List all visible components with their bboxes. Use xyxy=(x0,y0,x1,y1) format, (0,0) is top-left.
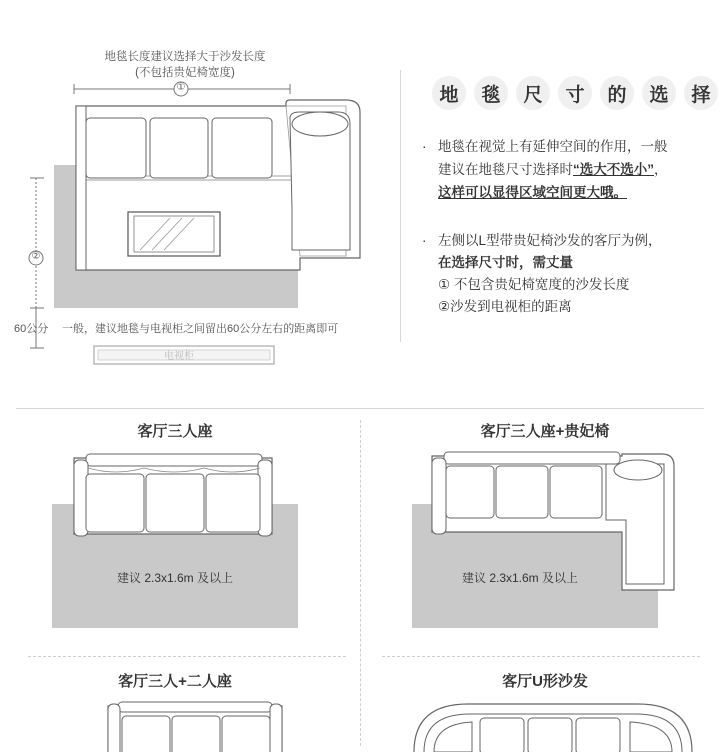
bullet1-line2: 建议在地毯尺寸选择时“选大不选小”， xyxy=(438,162,668,177)
sofa-right-arm xyxy=(270,704,282,752)
marker2: ② xyxy=(31,251,41,262)
sofa-cushion-1 xyxy=(86,118,146,178)
heading-char: 选 xyxy=(642,76,676,110)
sofa-cushion-3 xyxy=(206,474,260,532)
bullet1-line3: 这样可以显得区域空间更大哦。 xyxy=(438,185,627,200)
sofa-cushion-2 xyxy=(150,118,208,178)
sofa-cushion-3 xyxy=(222,716,270,752)
section-title-three-plus-two: 客厅三人+二人座 xyxy=(118,673,232,690)
sofa-cushion-1 xyxy=(122,716,170,752)
sofa-back xyxy=(86,454,262,466)
chaise-pillow xyxy=(292,112,348,136)
bullet-dot-2: · xyxy=(422,233,427,248)
sofa-cushion-3 xyxy=(550,466,602,518)
heading-char: 寸 xyxy=(558,76,592,110)
three-plus-two-sofa-diagram xyxy=(96,696,296,752)
heading-char: 的 xyxy=(600,76,634,110)
sofa-cushion-2 xyxy=(496,466,548,518)
bullet2-line3: ① 不包含贵妃椅宽度的沙发长度 xyxy=(438,277,630,292)
length-note-line2: (不包括贵妃椅宽度) xyxy=(135,67,235,79)
sofa-back xyxy=(118,702,272,712)
sofa-left-arm xyxy=(432,458,446,534)
u-shape-sofa-diagram xyxy=(408,692,698,752)
section-title-u-sofa: 客厅U形沙发 xyxy=(502,673,588,690)
distance-note: 一般，建议地毯与电视柜之间留出60公分左右的距离即可 xyxy=(62,323,339,335)
bullet2-line1: 左侧以L型带贵妃椅沙发的客厅为例， xyxy=(438,233,662,248)
distance-label: 60公分 xyxy=(14,323,49,335)
bullet2-line4: ②沙发到电视柜的距离 xyxy=(438,299,572,314)
u-sofa-cushion-1 xyxy=(480,718,524,752)
bullet-dot-1: · xyxy=(422,139,427,154)
section-title-three-seat-chaise: 客厅三人座+贵妃椅 xyxy=(480,423,610,440)
sofa-cushion-3 xyxy=(212,118,272,178)
vertical-divider xyxy=(400,70,401,342)
rug-size-label-three-seat: 建议 2.3x1.6m 及以上 xyxy=(116,571,234,585)
emphasis-text: “选大不选小” xyxy=(573,162,654,177)
heading-char: 择 xyxy=(684,76,718,110)
u-sofa-cushion-2 xyxy=(528,718,572,752)
sofa-cushion-2 xyxy=(172,716,220,752)
heading-char: 尺 xyxy=(516,76,550,110)
chaise-pillow xyxy=(614,460,662,480)
sofa-cushion-1 xyxy=(86,474,144,532)
section-title-three-seat: 客厅三人座 xyxy=(137,423,213,440)
bullet1-line1: 地毯在视觉上有延伸空间的作用，一般 xyxy=(438,139,668,154)
rug-size-label-three-seat-chaise: 建议 2.3x1.6m 及以上 xyxy=(461,571,579,585)
center-dashed-divider xyxy=(360,420,361,746)
heading-char: 地 xyxy=(432,76,466,110)
sofa-back xyxy=(444,452,620,464)
row-divider-left xyxy=(28,656,346,657)
three-seat-sofa-diagram xyxy=(40,448,320,634)
tv-cabinet-label: 电视柜 xyxy=(164,351,194,362)
horizontal-divider xyxy=(16,408,704,409)
sofa-left-arm xyxy=(108,704,120,752)
row-divider-right xyxy=(382,656,700,657)
sofa-cushion-1 xyxy=(446,466,494,518)
heading-char: 毯 xyxy=(474,76,508,110)
length-note-line1: 地毯长度建议选择大于沙发长度 xyxy=(104,51,266,63)
sofa-cushion-2 xyxy=(146,474,204,532)
u-sofa-cushion-3 xyxy=(576,718,620,752)
bullet2-line2: 在选择尺寸时，需丈量 xyxy=(438,255,573,270)
marker1: ① xyxy=(176,82,186,93)
three-seat-chaise-diagram xyxy=(400,448,690,634)
heading-title xyxy=(432,76,718,110)
